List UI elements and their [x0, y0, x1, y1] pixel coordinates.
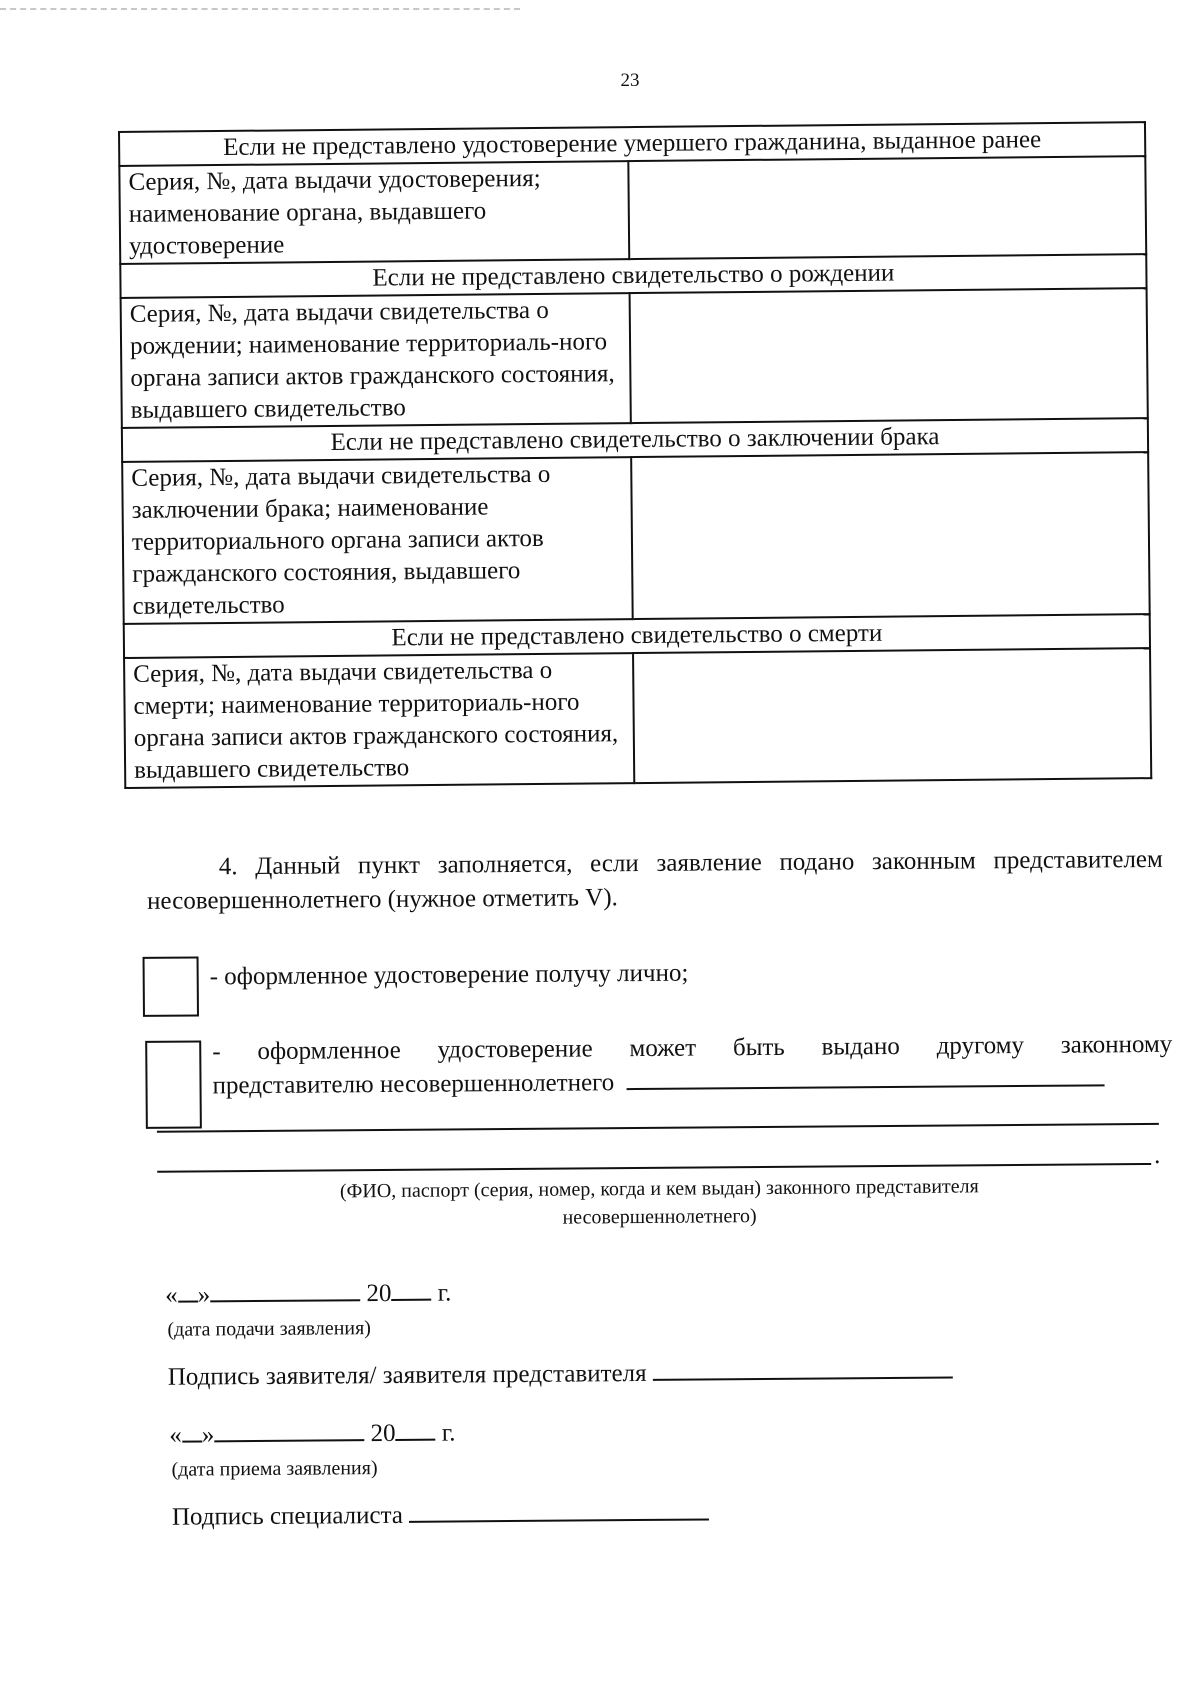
representative-name-field[interactable]: [626, 1062, 1104, 1090]
quote-open: «: [169, 1421, 182, 1449]
year-suffix: г.: [437, 1279, 452, 1307]
field-label-birth: Серия, №, дата выдачи свидетельства о рождении; наименование территориаль-ного органа записи актов гражданского состояния, выдавшего свидетельство: [121, 293, 631, 428]
year-prefix: 20: [366, 1279, 392, 1308]
representative-caption-line2: несовершеннолетнего): [562, 1205, 757, 1229]
quote-open: «: [165, 1281, 178, 1309]
representative-details-line-1[interactable]: [157, 1123, 1159, 1133]
submission-month-field[interactable]: [210, 1277, 360, 1302]
representative-caption-line1: (ФИО, паспорт (серия, номер, когда и кем выдан) законного представителя: [339, 1175, 979, 1203]
option-issue-to-other-line2-text: представителю несовершеннолетнего: [212, 1069, 615, 1100]
item-4-text: 4. Данный пункт заполняется, если заявление подано законным представителем несовершеннолетнего (нужное отметить V).: [146, 845, 1163, 915]
checkbox-receive-personally[interactable]: [143, 956, 199, 1016]
applicant-signature-field[interactable]: [653, 1355, 953, 1381]
submission-date-caption: (дата подачи заявления): [167, 1317, 372, 1341]
specialist-signature-label: Подпись специалиста: [171, 1501, 404, 1531]
specialist-signature-line: [172, 1496, 709, 1534]
item-4-paragraph: [147, 843, 1164, 919]
quote-close: »: [201, 1421, 215, 1449]
submission-year-field[interactable]: [391, 1277, 431, 1301]
field-label-certificate: Серия, №, дата выдачи удостоверения; наименование органа, выдавшего удостоверение: [119, 161, 629, 264]
section-header-certificate: Если не представлено удостоверение умершего гражданина, выданное ранее: [119, 122, 1145, 166]
year-prefix: 20: [370, 1419, 396, 1448]
option-issue-to-other-line2: [212, 1062, 1172, 1104]
year-suffix: г.: [441, 1419, 456, 1447]
specialist-signature-field[interactable]: [409, 1496, 709, 1522]
field-label-marriage: Серия, №, дата выдачи свидетельства о заключении брака; наименование территориального органа записи актов гражданского состояния, выдавшего свидетельство: [122, 457, 633, 624]
submission-date-line: [165, 1276, 451, 1312]
field-label-death: Серия, №, дата выдачи свидетельства о смерти; наименование территориаль-ного органа записи актов гражданского состояния, выдавшего свидетельство: [124, 653, 634, 788]
acceptance-date-line: [169, 1416, 455, 1452]
acceptance-day-field[interactable]: [182, 1418, 202, 1442]
option-receive-personally: - оформленное удостоверение получу лично;: [209, 959, 689, 991]
page-number: 23: [620, 70, 640, 91]
quote-close: »: [197, 1281, 211, 1309]
applicant-signature-line: [168, 1355, 953, 1395]
submission-day-field[interactable]: [178, 1278, 198, 1302]
acceptance-year-field[interactable]: [395, 1417, 435, 1441]
applicant-signature-label: Подпись заявителя/ заявителя представителя: [167, 1359, 647, 1391]
checkbox-issue-to-other-representative[interactable]: [145, 1040, 202, 1128]
section-header-birth: Если не представлено свидетельство о рождении: [120, 254, 1146, 298]
acceptance-month-field[interactable]: [214, 1417, 364, 1442]
line-end-period: .: [1154, 1141, 1161, 1169]
option-issue-to-other-line1: - оформленное удостоверение может быть выдано другому законному: [212, 1030, 1173, 1066]
section-header-death: Если не представлено свидетельство о смерти: [124, 614, 1150, 658]
acceptance-date-caption: (дата приема заявления): [171, 1457, 378, 1481]
section-header-marriage: Если не представлено свидетельство о заключении брака: [122, 418, 1148, 462]
